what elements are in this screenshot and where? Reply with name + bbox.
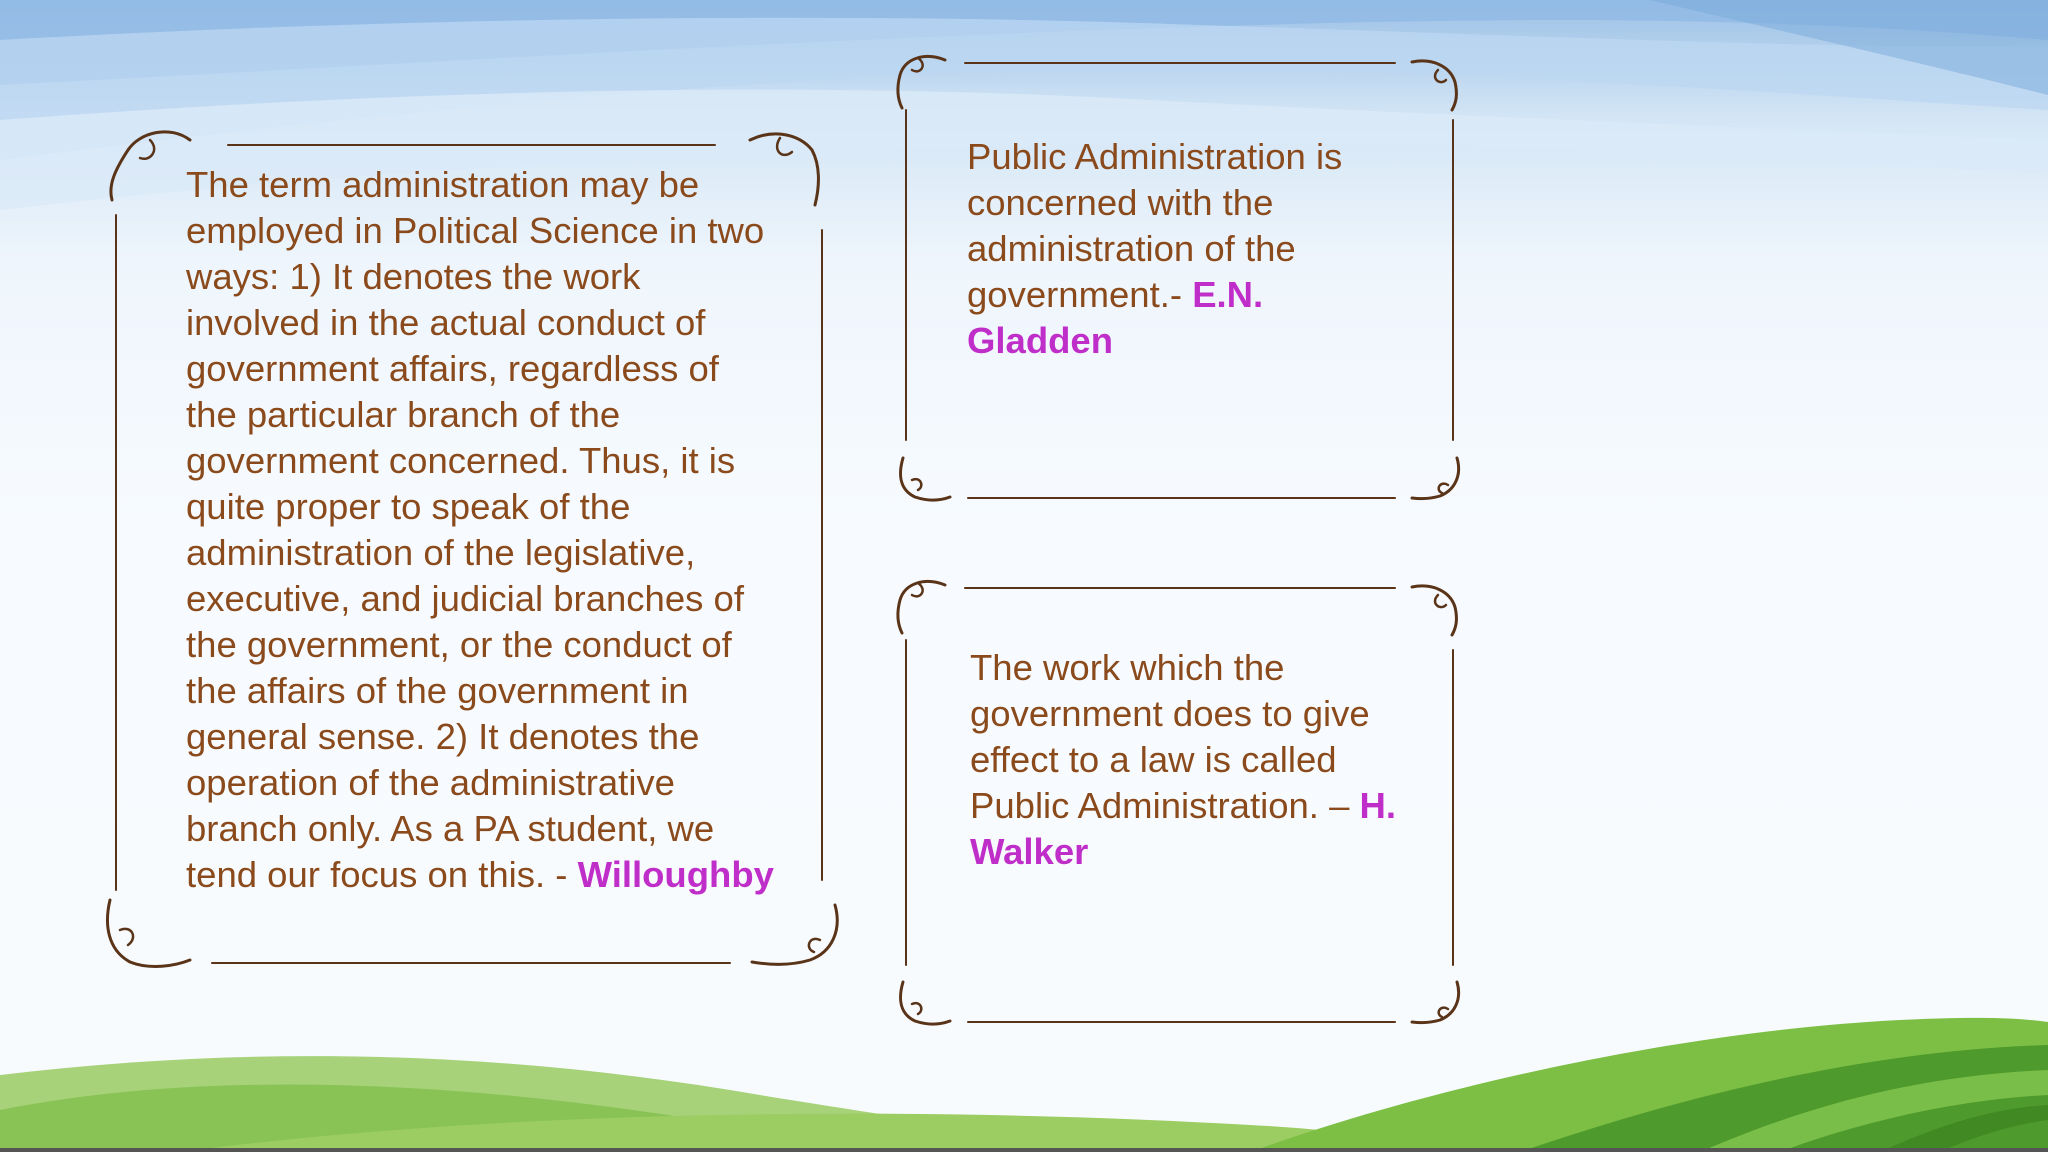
definition-quote-willoughby <box>186 162 776 898</box>
quote-author: H. Walker <box>970 785 1397 872</box>
quote-text: Public Administration is concerned with the administration of the government.- <box>967 136 1343 315</box>
quote-text: The term administration may be employed in Political Science in two ways: 1) It denotes the work involved in the actual conduct of government affairs, regardless of the particular branch of the government concerned. Thus, it is quite proper to speak of the administration of the legislative, executive, and judicial branches of the government, or the conduct of the affairs of the government in general sense. 2) It denotes the operation of the administrative branch only. As a PA student, we tend our focus on this. - <box>186 164 765 895</box>
definition-quote-walker <box>970 645 1410 875</box>
quote-author: E.N. Gladden <box>967 274 1264 361</box>
quote-author: Willoughby <box>577 854 774 895</box>
slide-bottom-edge <box>0 1148 2048 1152</box>
definition-quote-gladden <box>967 134 1387 364</box>
quote-text: The work which the government does to give effect to a law is called Public Administration. – <box>970 647 1370 826</box>
